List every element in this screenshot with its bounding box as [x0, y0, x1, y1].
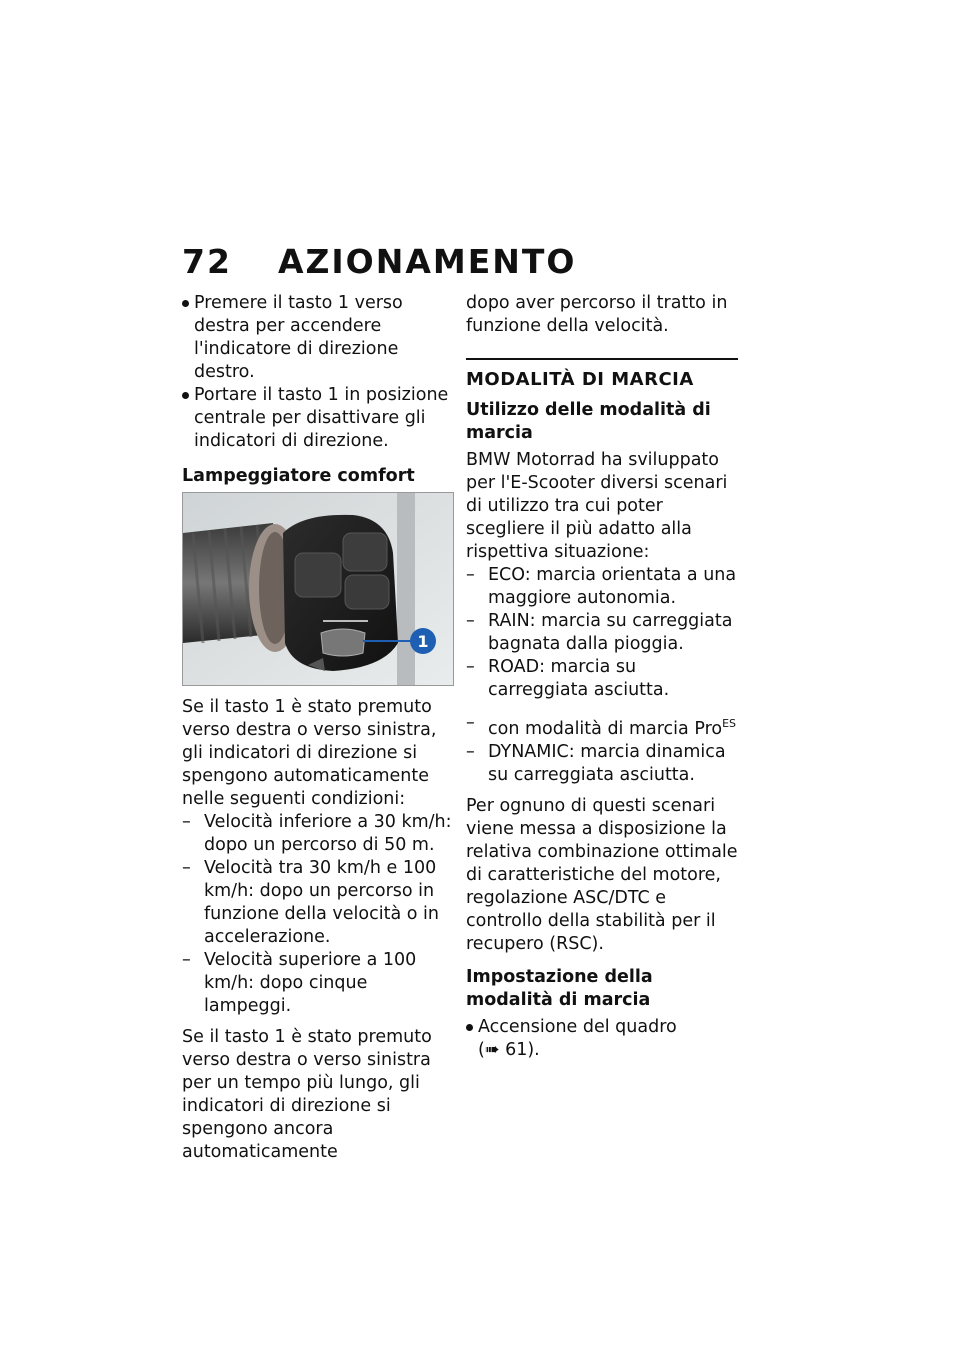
- condition-item: – Velocità inferiore a 30 km/h: dopo un percorso di 50 m.: [182, 812, 452, 855]
- callout-label: 1: [417, 632, 429, 651]
- mode-text: DYNAMIC: marcia dinamica su carreggiata asciutta.: [488, 741, 726, 785]
- mode-item: – RAIN: marcia su carreggiata bagnata dalla pioggia.: [466, 611, 733, 654]
- left-column: [182, 292, 454, 1174]
- section-title: MODALITÀ DI MARCIA: [466, 358, 738, 391]
- intro-paragraph: BMW Motorrad ha sviluppato per l'E-Scooter diversi scenari di utilizzo tra cui poter scegliere il più adatto alla rispettiva situazione:: [466, 450, 728, 562]
- handlebar-switch-figure: [182, 492, 454, 686]
- mode-item: – ROAD: marcia su carreggiata asciutta.: [466, 657, 670, 700]
- page-header: [182, 242, 576, 281]
- condition-item: – Velocità tra 30 km/h e 100 km/h: dopo un percorso in funzione della velocità o in accelerazione.: [182, 858, 439, 947]
- pro-mode-text: con modalità di marcia Pro: [488, 718, 723, 739]
- handlebar-switch-illustration: [183, 493, 453, 685]
- bullet-item: Premere il tasto 1 verso destra per accendere l'indicatore di direzione destro.: [182, 292, 454, 384]
- pro-mode-item: – con modalità di marcia Pro$^{ES}$: [466, 713, 737, 739]
- page-ref-number[interactable]: 61: [505, 1039, 528, 1060]
- subheading-setting: Impostazione della modalità di marcia: [466, 966, 653, 1010]
- page-number: 72: [182, 242, 232, 281]
- mode-item: – ECO: marcia orientata a una maggiore autonomia.: [466, 565, 737, 608]
- mode-text: ROAD: marcia su carreggiata asciutta.: [488, 657, 670, 700]
- bullet-item: Portare il tasto 1 in posizione centrale per disattivare gli indicatori di direzione.: [182, 384, 454, 453]
- paragraph-continuation: dopo aver percorso il tratto in funzione della velocità.: [466, 293, 728, 336]
- pro-mode-superscript: ES: [722, 717, 737, 730]
- mode-text: RAIN: marcia su carreggiata bagnata dalla pioggia.: [488, 611, 733, 654]
- paragraph: Se il tasto 1 è stato premuto verso destra o verso sinistra per un tempo più lungo, gli indicatori di direzione si spengono ancora automaticamente: [182, 1027, 432, 1162]
- paragraph: Se il tasto 1 è stato premuto verso destra o verso sinistra, gli indicatori di direzione si spengono automaticamente nelle seguenti condizioni:: [182, 697, 437, 809]
- page-title: AZIONAMENTO: [277, 242, 577, 281]
- subheading-usage: Utilizzo delle modalità di marcia: [466, 400, 711, 443]
- condition-text: Velocità tra 30 km/h e 100 km/h: dopo un percorso in funzione della velocità o in accelerazione.: [204, 858, 439, 947]
- condition-item: – Velocità superiore a 100 km/h: dopo cinque lampeggi.: [182, 950, 417, 1016]
- condition-text: Velocità superiore a 100 km/h: dopo cinque lampeggi.: [204, 950, 417, 1016]
- mode-item: – DYNAMIC: marcia dinamica su carreggiata asciutta.: [466, 741, 726, 785]
- subheading-comfort: Lampeggiatore comfort: [182, 466, 415, 486]
- bullet-text: Accensione del quadro: [478, 1016, 677, 1037]
- page-ref-arrow-icon: ➠: [484, 1039, 500, 1060]
- condition-text: Velocità inferiore a 30 km/h: dopo un percorso di 50 m.: [204, 812, 452, 855]
- mode-text: ECO: marcia orientata a una maggiore autonomia.: [488, 565, 737, 608]
- right-column: [466, 292, 738, 1062]
- bullet-item: Accensione del quadro (➠ 61).: [466, 1016, 738, 1062]
- paragraph: Per ognuno di questi scenari viene messa a disposizione la relativa combinazione ottimale di caratteristiche del motore, regolazione ASC/DTC e controllo della stabilità per il recupero (RSC).: [466, 795, 738, 954]
